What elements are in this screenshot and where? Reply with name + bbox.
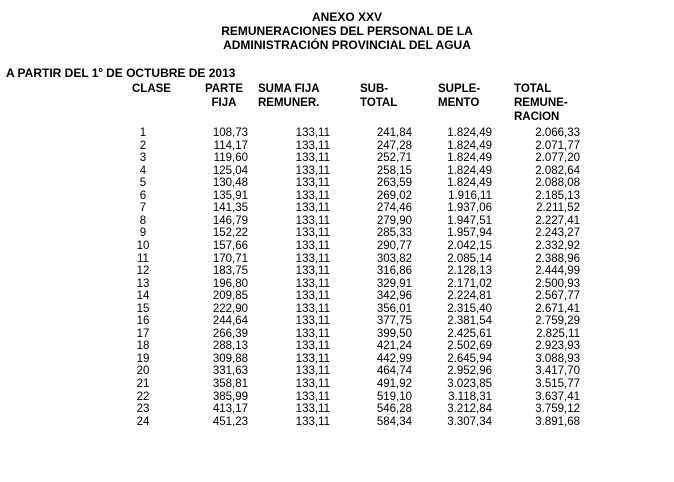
cell-parte: 108,73 xyxy=(212,127,248,139)
cell-total: 2.185,13 xyxy=(535,189,580,202)
cell-suma: 133,11 xyxy=(295,227,330,240)
cell-parte: 331,63 xyxy=(212,365,248,378)
cell-suma: 133,11 xyxy=(295,252,330,265)
cell-sub: 258,15 xyxy=(376,164,412,177)
cell-parte: 114,17 xyxy=(213,139,248,152)
cell-parte: 413,17 xyxy=(212,403,248,416)
header-suma-line-2: REMUNER. xyxy=(258,97,320,109)
cell-suma: 133,11 xyxy=(295,177,330,190)
cell-sub: 546,28 xyxy=(376,403,412,416)
cell-clase: 2 xyxy=(139,139,147,152)
header-supl-line-2: MENTO xyxy=(438,97,480,109)
cell-sub: 584,34 xyxy=(376,415,412,428)
cell-supl: 3.023,85 xyxy=(447,378,492,390)
cell-total: 2.825,11 xyxy=(536,327,580,340)
cell-total: 2.088,08 xyxy=(535,177,580,190)
cell-clase: 7 xyxy=(139,202,147,215)
cell-supl: 1.824,49 xyxy=(447,127,492,139)
header-suma-fija xyxy=(258,82,320,110)
cell-clase: 8 xyxy=(139,214,147,227)
cell-suma: 133,11 xyxy=(295,152,330,165)
cell-parte: 266,39 xyxy=(212,327,248,340)
cell-clase: 20 xyxy=(136,365,150,378)
cell-total: 3.637,41 xyxy=(535,390,580,403)
cell-parte: 196,80 xyxy=(212,277,248,290)
cell-total: 2.500,93 xyxy=(535,277,580,290)
cell-suma: 133,11 xyxy=(295,277,330,290)
header-total-line-3: RACION xyxy=(514,111,560,123)
cell-suma: 133,11 xyxy=(295,290,330,303)
subtitle-suffix: DE OCTUBRE DE 2013 xyxy=(102,66,236,80)
cell-total: 3.891,68 xyxy=(535,415,580,428)
cell-clase: 13 xyxy=(136,277,150,290)
cell-supl: 2.315,40 xyxy=(447,302,492,315)
cell-supl: 2.425,61 xyxy=(447,327,492,340)
cell-suma: 133,11 xyxy=(295,164,330,177)
cell-supl: 2.952,96 xyxy=(447,365,492,378)
cell-sub: 442,99 xyxy=(376,352,412,365)
cell-suma: 133,11 xyxy=(295,265,330,278)
cell-sub: 491,92 xyxy=(376,378,412,390)
cell-suma: 133,11 xyxy=(295,302,330,315)
cell-total: 2.567,77 xyxy=(535,290,580,303)
cell-total: 2.077,20 xyxy=(535,152,580,165)
cell-supl: 2.042,15 xyxy=(447,239,492,252)
cell-clase: 11 xyxy=(137,252,149,265)
cell-parte: 141,35 xyxy=(212,202,248,215)
cell-sub: 329,91 xyxy=(376,277,412,290)
header-sub-line-2: TOTAL xyxy=(360,97,398,109)
cell-clase: 6 xyxy=(139,189,147,202)
cell-parte: 152,22 xyxy=(212,227,248,240)
cell-total: 3.759,12 xyxy=(535,403,580,416)
cell-total: 2.444,99 xyxy=(535,265,580,278)
cell-sub: 279,90 xyxy=(376,214,412,227)
cell-suma: 133,11 xyxy=(295,403,330,416)
header-parte-line-2: FIJA xyxy=(211,97,237,109)
cell-clase: 24 xyxy=(136,415,150,428)
cell-total: 2.082,64 xyxy=(535,164,580,177)
cell-supl: 1.824,49 xyxy=(447,139,492,152)
header-clase-line: CLASE xyxy=(132,83,171,95)
cell-sub: 252,71 xyxy=(376,152,412,165)
cell-sub: 316,86 xyxy=(376,265,412,278)
cell-supl: 1.957,94 xyxy=(447,227,492,240)
cell-parte: 209,85 xyxy=(212,290,248,303)
cell-supl: 1.937,06 xyxy=(447,202,492,215)
cell-sub: 519,10 xyxy=(376,390,412,403)
cell-suma: 133,11 xyxy=(295,327,330,340)
cell-supl: 2.224,81 xyxy=(447,290,492,303)
subtitle-prefix: A PARTIR DEL 1 xyxy=(6,66,99,80)
cell-suma: 133,11 xyxy=(295,189,330,202)
cell-supl: 2.128,13 xyxy=(447,265,492,278)
header-total-remuneracion xyxy=(514,82,568,124)
cell-clase: 16 xyxy=(136,315,150,328)
cell-total: 2.923,93 xyxy=(535,340,580,353)
cell-parte: 288,13 xyxy=(212,340,248,353)
cell-clase: 10 xyxy=(136,239,150,252)
cell-suma: 133,11 xyxy=(295,239,330,252)
cell-supl: 2.502,69 xyxy=(447,340,492,353)
cell-suma: 133,11 xyxy=(295,202,330,215)
cell-parte: 119,60 xyxy=(213,152,248,165)
cell-parte: 183,75 xyxy=(212,265,248,278)
cell-total: 2.759,29 xyxy=(535,315,580,328)
header-clase xyxy=(132,82,171,96)
cell-parte: 244,64 xyxy=(212,315,248,328)
header-subtotal xyxy=(360,82,397,110)
cell-supl: 2.171,02 xyxy=(447,277,492,290)
cell-supl: 3.307,34 xyxy=(447,415,492,428)
cell-parte: 146,79 xyxy=(212,214,248,227)
cell-suma: 133,11 xyxy=(295,378,330,390)
cell-clase: 14 xyxy=(136,290,150,303)
cell-parte: 125,04 xyxy=(212,164,248,177)
cell-suma: 133,11 xyxy=(295,415,330,428)
header-sub-line-1: SUB- xyxy=(360,83,389,95)
cell-parte: 222,90 xyxy=(212,302,248,315)
cell-clase: 4 xyxy=(139,164,147,177)
cell-sub: 421,24 xyxy=(376,340,412,353)
cell-supl: 2.381,54 xyxy=(447,315,492,328)
cell-total: 3.515,77 xyxy=(535,378,580,390)
cell-total: 2.332,92 xyxy=(535,239,580,252)
cell-parte: 451,23 xyxy=(212,415,248,428)
cell-sub: 356,01 xyxy=(376,302,412,315)
cell-suma: 133,11 xyxy=(295,365,330,378)
cell-sub: 269,02 xyxy=(376,189,412,202)
cell-clase: 23 xyxy=(136,403,150,416)
cell-suma: 133,11 xyxy=(295,315,330,328)
cell-parte: 130,48 xyxy=(212,177,248,190)
cell-sub: 274,46 xyxy=(376,202,412,215)
cell-clase: 17 xyxy=(136,327,150,340)
header-total-line-1: TOTAL xyxy=(514,83,552,95)
cell-parte: 170,71 xyxy=(212,252,248,265)
cell-clase: 22 xyxy=(136,390,150,403)
cell-parte: 135,91 xyxy=(212,189,248,202)
cell-clase: 5 xyxy=(139,177,147,190)
header-total-line-2: REMUNE- xyxy=(514,97,568,109)
cell-clase: 21 xyxy=(136,378,150,390)
cell-clase: 3 xyxy=(139,152,147,165)
cell-clase: 15 xyxy=(136,302,150,315)
cell-suma: 133,11 xyxy=(295,214,330,227)
cell-suma: 133,11 xyxy=(295,390,330,403)
cell-sub: 303,82 xyxy=(376,252,412,265)
cell-supl: 1.824,49 xyxy=(447,152,492,165)
cell-suma: 133,11 xyxy=(295,127,330,139)
cell-total: 2.071,77 xyxy=(535,139,580,152)
cell-parte: 358,81 xyxy=(212,378,248,390)
cell-supl: 3.118,31 xyxy=(448,390,492,403)
cell-total: 3.088,93 xyxy=(535,352,580,365)
cell-sub: 290,77 xyxy=(376,239,412,252)
cell-supl: 2.085,14 xyxy=(447,252,492,265)
cell-clase: 12 xyxy=(136,265,150,278)
cell-clase: 18 xyxy=(136,340,150,353)
header-suplemento xyxy=(438,82,480,110)
document-title-line-1: REMUNERACIONES DEL PERSONAL DE LA xyxy=(221,24,473,38)
cell-sub: 263,59 xyxy=(376,177,412,190)
cell-supl: 1.916,11 xyxy=(448,189,492,202)
cell-supl: 2.645,94 xyxy=(447,352,492,365)
header-parte-fija xyxy=(200,82,248,110)
cell-supl: 1.824,49 xyxy=(447,164,492,177)
cell-sub: 399,50 xyxy=(376,327,412,340)
document-title-line-2: ADMINISTRACIÓN PROVINCIAL DEL AGUA xyxy=(223,38,471,52)
header-suma-line-1: SUMA FIJA xyxy=(258,83,320,95)
header-supl-line-1: SUPLE- xyxy=(438,83,481,95)
cell-total: 3.417,70 xyxy=(535,365,580,378)
cell-suma: 133,11 xyxy=(295,340,330,353)
cell-supl: 1.947,51 xyxy=(447,214,492,227)
annex-title: ANEXO XXV xyxy=(311,10,383,24)
cell-parte: 385,99 xyxy=(212,390,248,403)
cell-sub: 377,75 xyxy=(376,315,412,328)
cell-total: 2.066,33 xyxy=(535,127,580,139)
cell-supl: 1.824,49 xyxy=(447,177,492,190)
cell-clase: 19 xyxy=(136,352,150,365)
cell-total: 2.211,52 xyxy=(536,202,580,215)
cell-total: 2.227,41 xyxy=(535,214,580,227)
cell-parte: 157,66 xyxy=(212,239,248,252)
cell-suma: 133,11 xyxy=(295,352,330,365)
cell-suma: 133,11 xyxy=(295,139,330,152)
cell-sub: 247,28 xyxy=(376,139,412,152)
cell-clase: 1 xyxy=(139,127,147,139)
cell-supl: 3.212,84 xyxy=(447,403,492,416)
header-parte-line-1: PARTE xyxy=(204,83,244,95)
cell-sub: 464,74 xyxy=(376,365,412,378)
subtitle-ordinal: o xyxy=(98,67,103,74)
cell-sub: 342,96 xyxy=(376,290,412,303)
cell-total: 2.388,96 xyxy=(535,252,580,265)
effective-date-subtitle xyxy=(6,66,235,80)
cell-total: 2.243,27 xyxy=(535,227,580,240)
cell-total: 2.671,41 xyxy=(535,302,580,315)
cell-sub: 241,84 xyxy=(376,127,412,139)
cell-parte: 309,88 xyxy=(212,352,248,365)
cell-clase: 9 xyxy=(139,227,147,240)
cell-sub: 285,33 xyxy=(376,227,412,240)
